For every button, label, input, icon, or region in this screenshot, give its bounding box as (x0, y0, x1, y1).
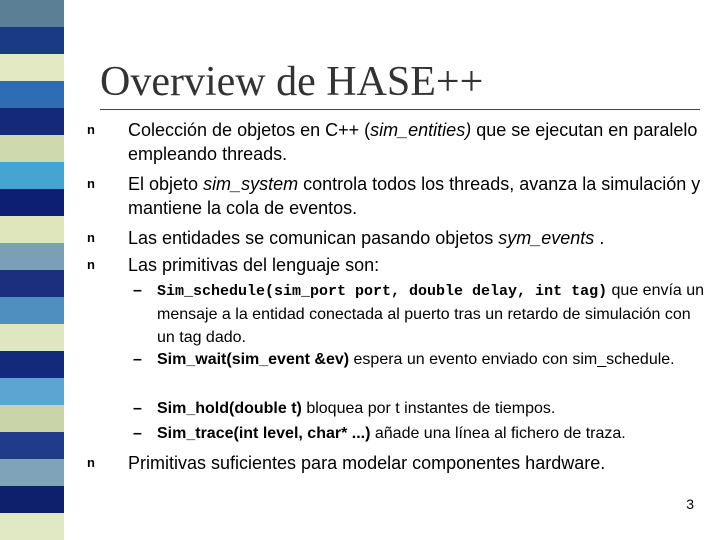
bullet-4 (87, 253, 708, 277)
sub-bullet-1-text: que envía un mensaje a la entidad conectada al puerto tras un retardo de simulación con un tag dado. (157, 282, 705, 346)
sub-bullet-4 (133, 422, 707, 445)
bullet-2-text-b: controla todos los threads, avanza la simulación y mantiene la cola de eventos. (128, 174, 701, 218)
bullet-marker-icon: n (87, 176, 95, 191)
stripe-block (0, 162, 64, 189)
sub-bullet-4-text: añade una línea al fichero de traza. (370, 425, 626, 442)
bullet-3-italic: sym_events (498, 228, 595, 248)
slide-title: Overview de HASE++ (100, 59, 484, 105)
bullet-3 (87, 226, 708, 250)
bullet-marker-icon: n (87, 455, 95, 470)
page-number: 3 (686, 496, 694, 512)
stripe-block (0, 351, 64, 378)
dash-marker: – (133, 425, 142, 442)
bullet-1-text-b: que se ejecutan en paralelo empleando threads. (128, 120, 698, 164)
stripe-block (0, 405, 64, 432)
stripe-block (0, 486, 64, 513)
stripe-block (0, 81, 64, 108)
stripe-block (0, 513, 64, 540)
bullet-4-text: Las primitivas del lenguaje son: (128, 255, 380, 275)
bullet-marker-icon: n (87, 230, 95, 245)
sub-bullet-3-text: bloquea por t instantes de tiempos. (301, 400, 556, 417)
stripe-block (0, 54, 64, 81)
bullet-marker-icon: n (87, 257, 95, 272)
stripe-block (0, 108, 64, 135)
dash-marker: – (133, 282, 142, 299)
stripe-block (0, 216, 64, 243)
decorative-stripe (0, 0, 64, 540)
stripe-block (0, 378, 64, 405)
stripe-block (0, 432, 64, 459)
sub-bullet-1-code: Sim_schedule(sim_port port, double delay, int tag) (157, 283, 608, 300)
stripe-block (0, 189, 64, 216)
title-underline (100, 109, 700, 110)
bullet-5 (87, 451, 708, 475)
stripe-block (0, 135, 64, 162)
sub-bullet-2-text: espera un evento enviado con sim_schedule. (349, 351, 675, 368)
bullet-1-text-a: Colección de objetos en C++ ( (128, 120, 371, 140)
stripe-block (0, 297, 64, 324)
stripe-block (0, 0, 64, 27)
sub-bullet-3-code: Sim_hold(double t) (157, 400, 302, 417)
stripe-block (0, 459, 64, 486)
bullet-2-italic: sim_system (203, 174, 299, 194)
bullet-2-text-a: El objeto (128, 174, 204, 194)
sub-bullet-2-code: Sim_wait(sim_event &ev) (157, 351, 350, 368)
sub-bullet-1 (133, 279, 707, 349)
bullet-3-text-b: . (594, 228, 605, 248)
stripe-block (0, 27, 64, 54)
bullet-2 (87, 172, 708, 220)
bullet-3-text-a: Las entidades se comunican pasando objetos (128, 228, 499, 248)
bullet-1-italic: sim_entities) (370, 120, 472, 140)
bullet-marker-icon: n (87, 122, 95, 137)
sub-bullet-3 (133, 397, 707, 420)
dash-marker: – (133, 351, 142, 368)
stripe-block (0, 243, 64, 270)
sub-bullet-4-code: Sim_trace(int level, char* ...) (157, 425, 371, 442)
sub-bullet-2 (133, 348, 707, 371)
bullet-1 (87, 118, 708, 166)
dash-marker: – (133, 400, 142, 417)
bullet-5-text: Primitivas suficientes para modelar componentes hardware. (128, 453, 606, 473)
stripe-block (0, 324, 64, 351)
stripe-block (0, 270, 64, 297)
